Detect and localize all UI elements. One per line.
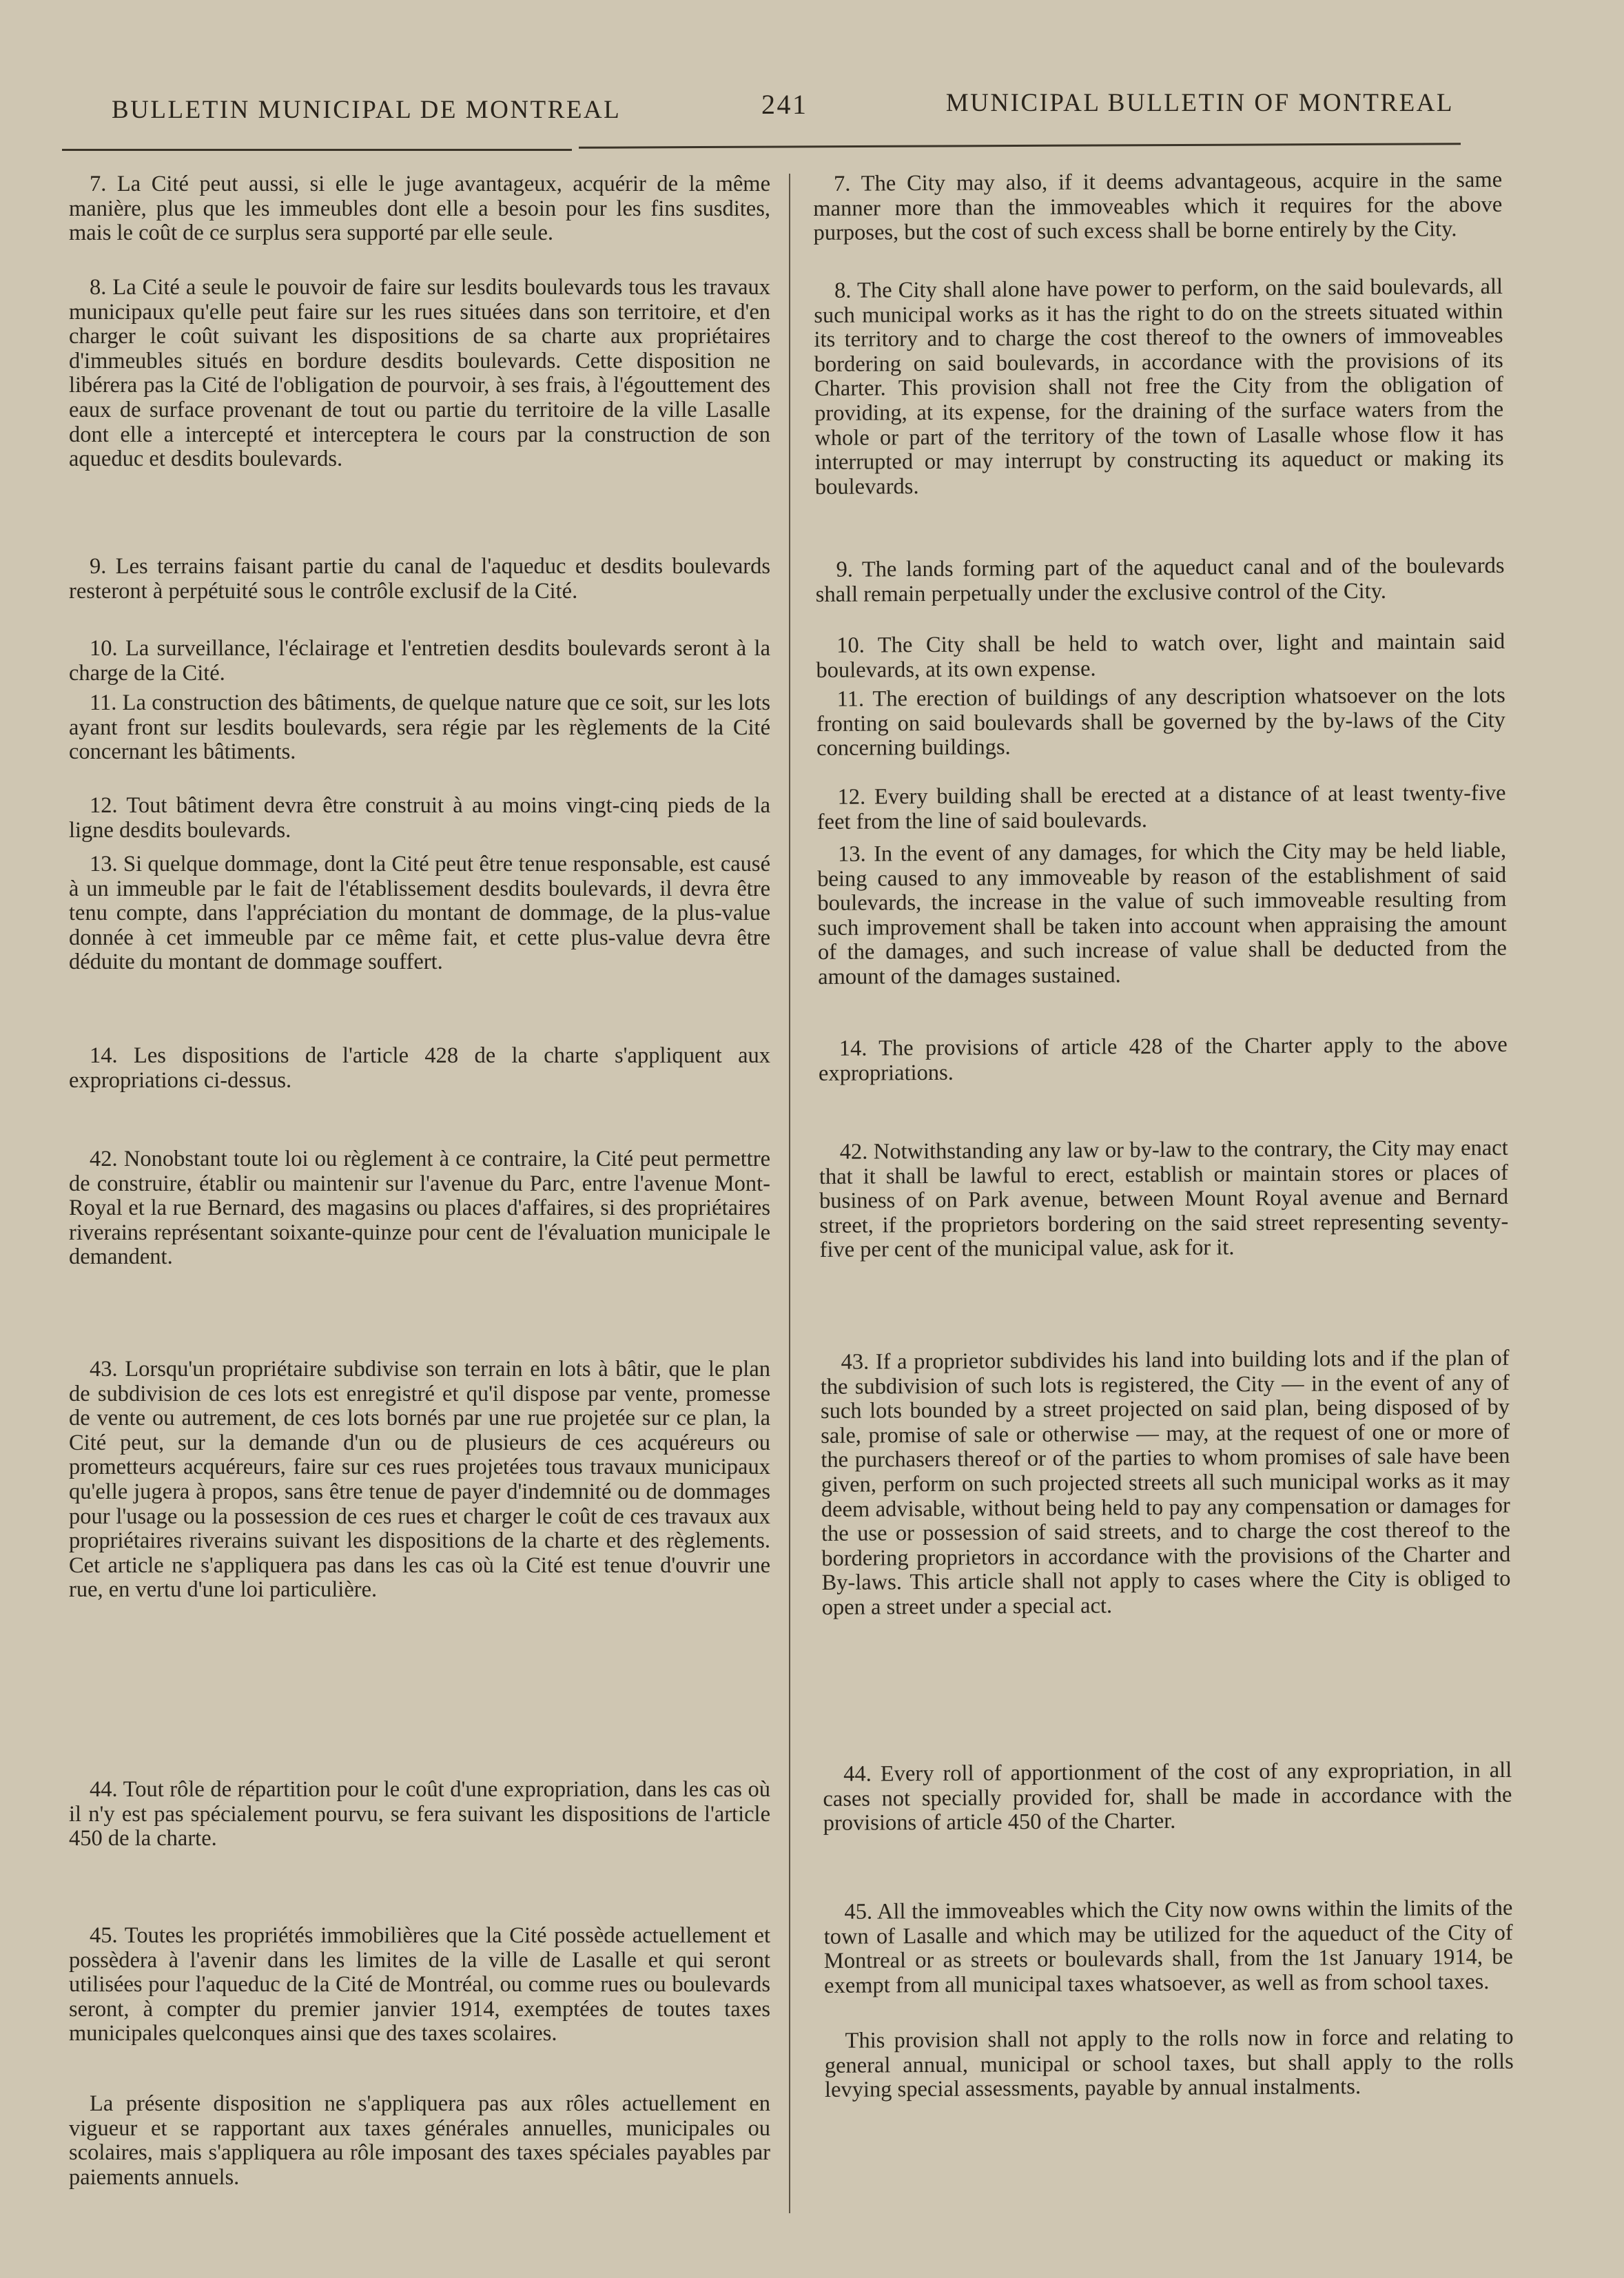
en-article-45-note: This provision shall not apply to the rolls now in force and relating to general annual, municipal or school taxes, but shall apply to the rolls levying special assessments, payable by annual instalments. — [824, 2024, 1514, 2103]
en-article-13: 13. In the event of any damages, for which the City may be held liable, being caused to any immoveable by reason of the establishment of said boulevards, the increase in the value of such immoveable resulting from such improvement shall be taken into account when appraising the amount of the damages, and such increase of value shall be deducted from the amount of the damages sustained. — [817, 837, 1508, 989]
header-english-title: MUNICIPAL BULLETIN OF MONTREAL — [945, 89, 1454, 117]
header-french-title: BULLETIN MUNICIPAL DE MONTREAL — [112, 96, 621, 124]
fr-article-13: 13. Si quelque dommage, dont la Cité peut être tenue responsable, est causé à un immeuble par le fait de l'établissement desdits boulevards, il devra être tenu compte, dans l'appréciation du montant de dommage, de la plus-value donnée à cet immeuble par ce même fait, et cette plus-value devra être déduite du montant de dommage souffert. — [69, 852, 770, 975]
fr-article-9: 9. Les terrains faisant partie du canal de l'aqueduc et desdits boulevards resteront à perpétuité sous le contrôle exclusif de la Cité. — [69, 554, 770, 604]
page-number: 241 — [761, 89, 808, 120]
fr-article-14: 14. Les dispositions de l'article 428 de la charte s'appliquent aux expropriations ci-dessus. — [69, 1043, 770, 1093]
en-article-8: 8. The City shall alone have power to perform, on the said boulevards, all such municipal works as it has the right to do on the streets situated within its territory and to charge the cost thereof to the owners of immoveables bordering on said boulevards, in accordance with the provisions of its Charter. This provision shall not free the City from the obligation of providing, at its expense, for the draining of the surface waters from the whole or part of the territory of the town of Lasalle whose flow it has interrupted or may interrupt by constructing its aqueduct or making its boulevards. — [814, 274, 1504, 500]
page-header — [103, 88, 1454, 130]
column-divider — [789, 174, 790, 2213]
fr-article-12: 12. Tout bâtiment devra être construit à au moins vingt-cinq pieds de la ligne desdits boulevards. — [69, 793, 770, 843]
header-rule-right — [579, 143, 1461, 149]
en-article-11: 11. The erection of buildings of any description whatsoever on the lots fronting on said boulevards shall be governed by the by-laws of the City concerning buildings. — [816, 682, 1505, 761]
en-article-12: 12. Every building shall be erected at a distance of at least twenty-five feet from the line of said boulevards. — [816, 780, 1506, 834]
fr-article-8: 8. La Cité a seule le pouvoir de faire sur lesdits boulevards tous les travaux municipaux qu'elle peut faire sur les rues situées dans son territoire, et d'en charger le coût suivant les dispositions de sa charte aux propriétaires d'immeubles situés en bordure desdits boulevards. Cette disposition ne libérera pas la Cité de l'obligation de pourvoir, à ses frais, à l'égouttement des eaux de surface provenant de tout ou partie du territoire de la ville Lasalle dont elle a intercepté et interceptera le cours par la construction de son aqueduc et desdits boulevards. — [69, 275, 770, 472]
fr-article-7: 7. La Cité peut aussi, si elle le juge avantageux, acquérir de la même manière, plus que les immeubles dont elle a besoin pour les fins susdites, mais le coût de ce surplus sera supporté par elle seule. — [69, 172, 770, 246]
en-article-9: 9. The lands forming part of the aqueduct canal and of the boulevards shall remain perpetually under the exclusive control of the City. — [815, 553, 1505, 607]
en-article-7: 7. The City may also, if it deems advantageous, acquire in the same manner more than the immoveables which it requires for the above purposes, but the cost of such excess shall be borne entirely by the City. — [813, 167, 1503, 246]
fr-article-45-note: La présente disposition ne s'appliquera pas aux rôles actuellement en vigueur et se rapportant aux taxes générales annuelles, municipales ou scolaires, mais s'appliquera au rôle imposant des taxes spéciales payables par paiements annuels. — [69, 2091, 770, 2190]
fr-article-43: 43. Lorsqu'un propriétaire subdivise son terrain en lots à bâtir, que le plan de subdivision de ces lots est enregistré et qu'il dispose par vente, promesse de vente ou autrement, de ces lots bornés par une rue projetée sur ce plan, la Cité peut, sur la demande d'un ou de plusieurs de ces acquéreurs ou prometteurs acquéreurs, faire sur ces rues projetées tous travaux municipaux qu'elle jugera à propos, sans être tenue de payer d'indemnité ou de dommages pour l'usage ou la possession de ces rues et charger le coût de ces travaux aux propriétaires riverains suivant les dispositions de la charte et des règlements. Cet article ne s'appliquera pas dans les cas où la Cité est tenue d'ouvrir une rue, en vertu d'une loi particulière. — [69, 1357, 770, 1603]
en-article-42: 42. Notwithstanding any law or by-law to the contrary, the City may enact that it shall be lawful to erect, establish or maintain stores or places of business of on Park avenue, between Mount Royal avenue and Bernard street, if the proprietors bordering on the said street representing seventy-five per cent of the municipal value, ask for it. — [819, 1135, 1509, 1263]
fr-article-44: 44. Tout rôle de répartition pour le coût d'une expropriation, dans les cas où il n'y est pas spécialement pourvu, se fera suivant les dispositions de l'article 450 de la charte. — [69, 1777, 770, 1851]
en-article-43: 43. If a proprietor subdivides his land into building lots and if the plan of the subdivision of such lots is registered, the City — in the event of any of such lots bounded by a street projected on said plan, being disposed of by sale, promise of sale or otherwise — may, at the request of one or more of the purchasers thereof or of the parties to whom promises of sale have been given, perform on such projected streets all such municipal works as it may deem advisable, without being held to pay any compensation or damages for the use or possession of said streets, and to charge the cost thereof to the bordering proprietors in accordance with the provisions of the Charter and By-laws. This article shall not apply to cases where the City is obliged to open a street under a special act. — [820, 1345, 1511, 1620]
english-column — [813, 167, 1514, 2103]
fr-article-11: 11. La construction des bâtiments, de quelque nature que ce soit, sur les lots ayant front sur lesdits boulevards, sera régie par les règlements de la Cité concernant les bâtiments. — [69, 690, 770, 765]
fr-article-45: 45. Toutes les propriétés immobilières que la Cité possède actuellement et possèdera à l'avenir dans les limites de la ville de Lasalle et qui seront utilisées pour l'aqueduc de la Cité de Montréal, ou comme rues ou boulevards seront, à compter du premier janvier 1914, exemptées de toutes taxes municipales quelconques ainsi que des taxes scolaires. — [69, 1923, 770, 2046]
header-rule-left — [62, 149, 572, 151]
en-article-14: 14. The provisions of article 428 of the Charter apply to the above expropriations. — [818, 1032, 1508, 1086]
en-article-44: 44. Every roll of apportionment of the cost of any expropriation, in all cases not specially provided for, shall be made in accordance with the provisions of article 450 of the Charter. — [823, 1757, 1512, 1836]
fr-article-42: 42. Nonobstant toute loi ou règlement à ce contraire, la Cité peut permettre de construire, établir ou maintenir sur l'avenue du Parc, entre l'avenue Mont-Royal et la rue Bernard, des magasins ou places d'affaires, si des propriétaires riverains représentant soixante-quinze pour cent de l'évaluation municipale le demandent. — [69, 1147, 770, 1270]
en-article-10: 10. The City shall be held to watch over, light and maintain said boulevards, at its own expense. — [816, 628, 1505, 683]
fr-article-10: 10. La surveillance, l'éclairage et l'entretien desdits boulevards seront à la charge de la Cité. — [69, 636, 770, 686]
en-article-45: 45. All the immoveables which the City now owns within the limits of the town of Lasalle and which may be utilized for the aqueduct of the City of Montreal or as streets or boulevards shall, from the 1st January 1914, be exempt from all municipal taxes whatsoever, as well as from school taxes. — [823, 1895, 1513, 1998]
